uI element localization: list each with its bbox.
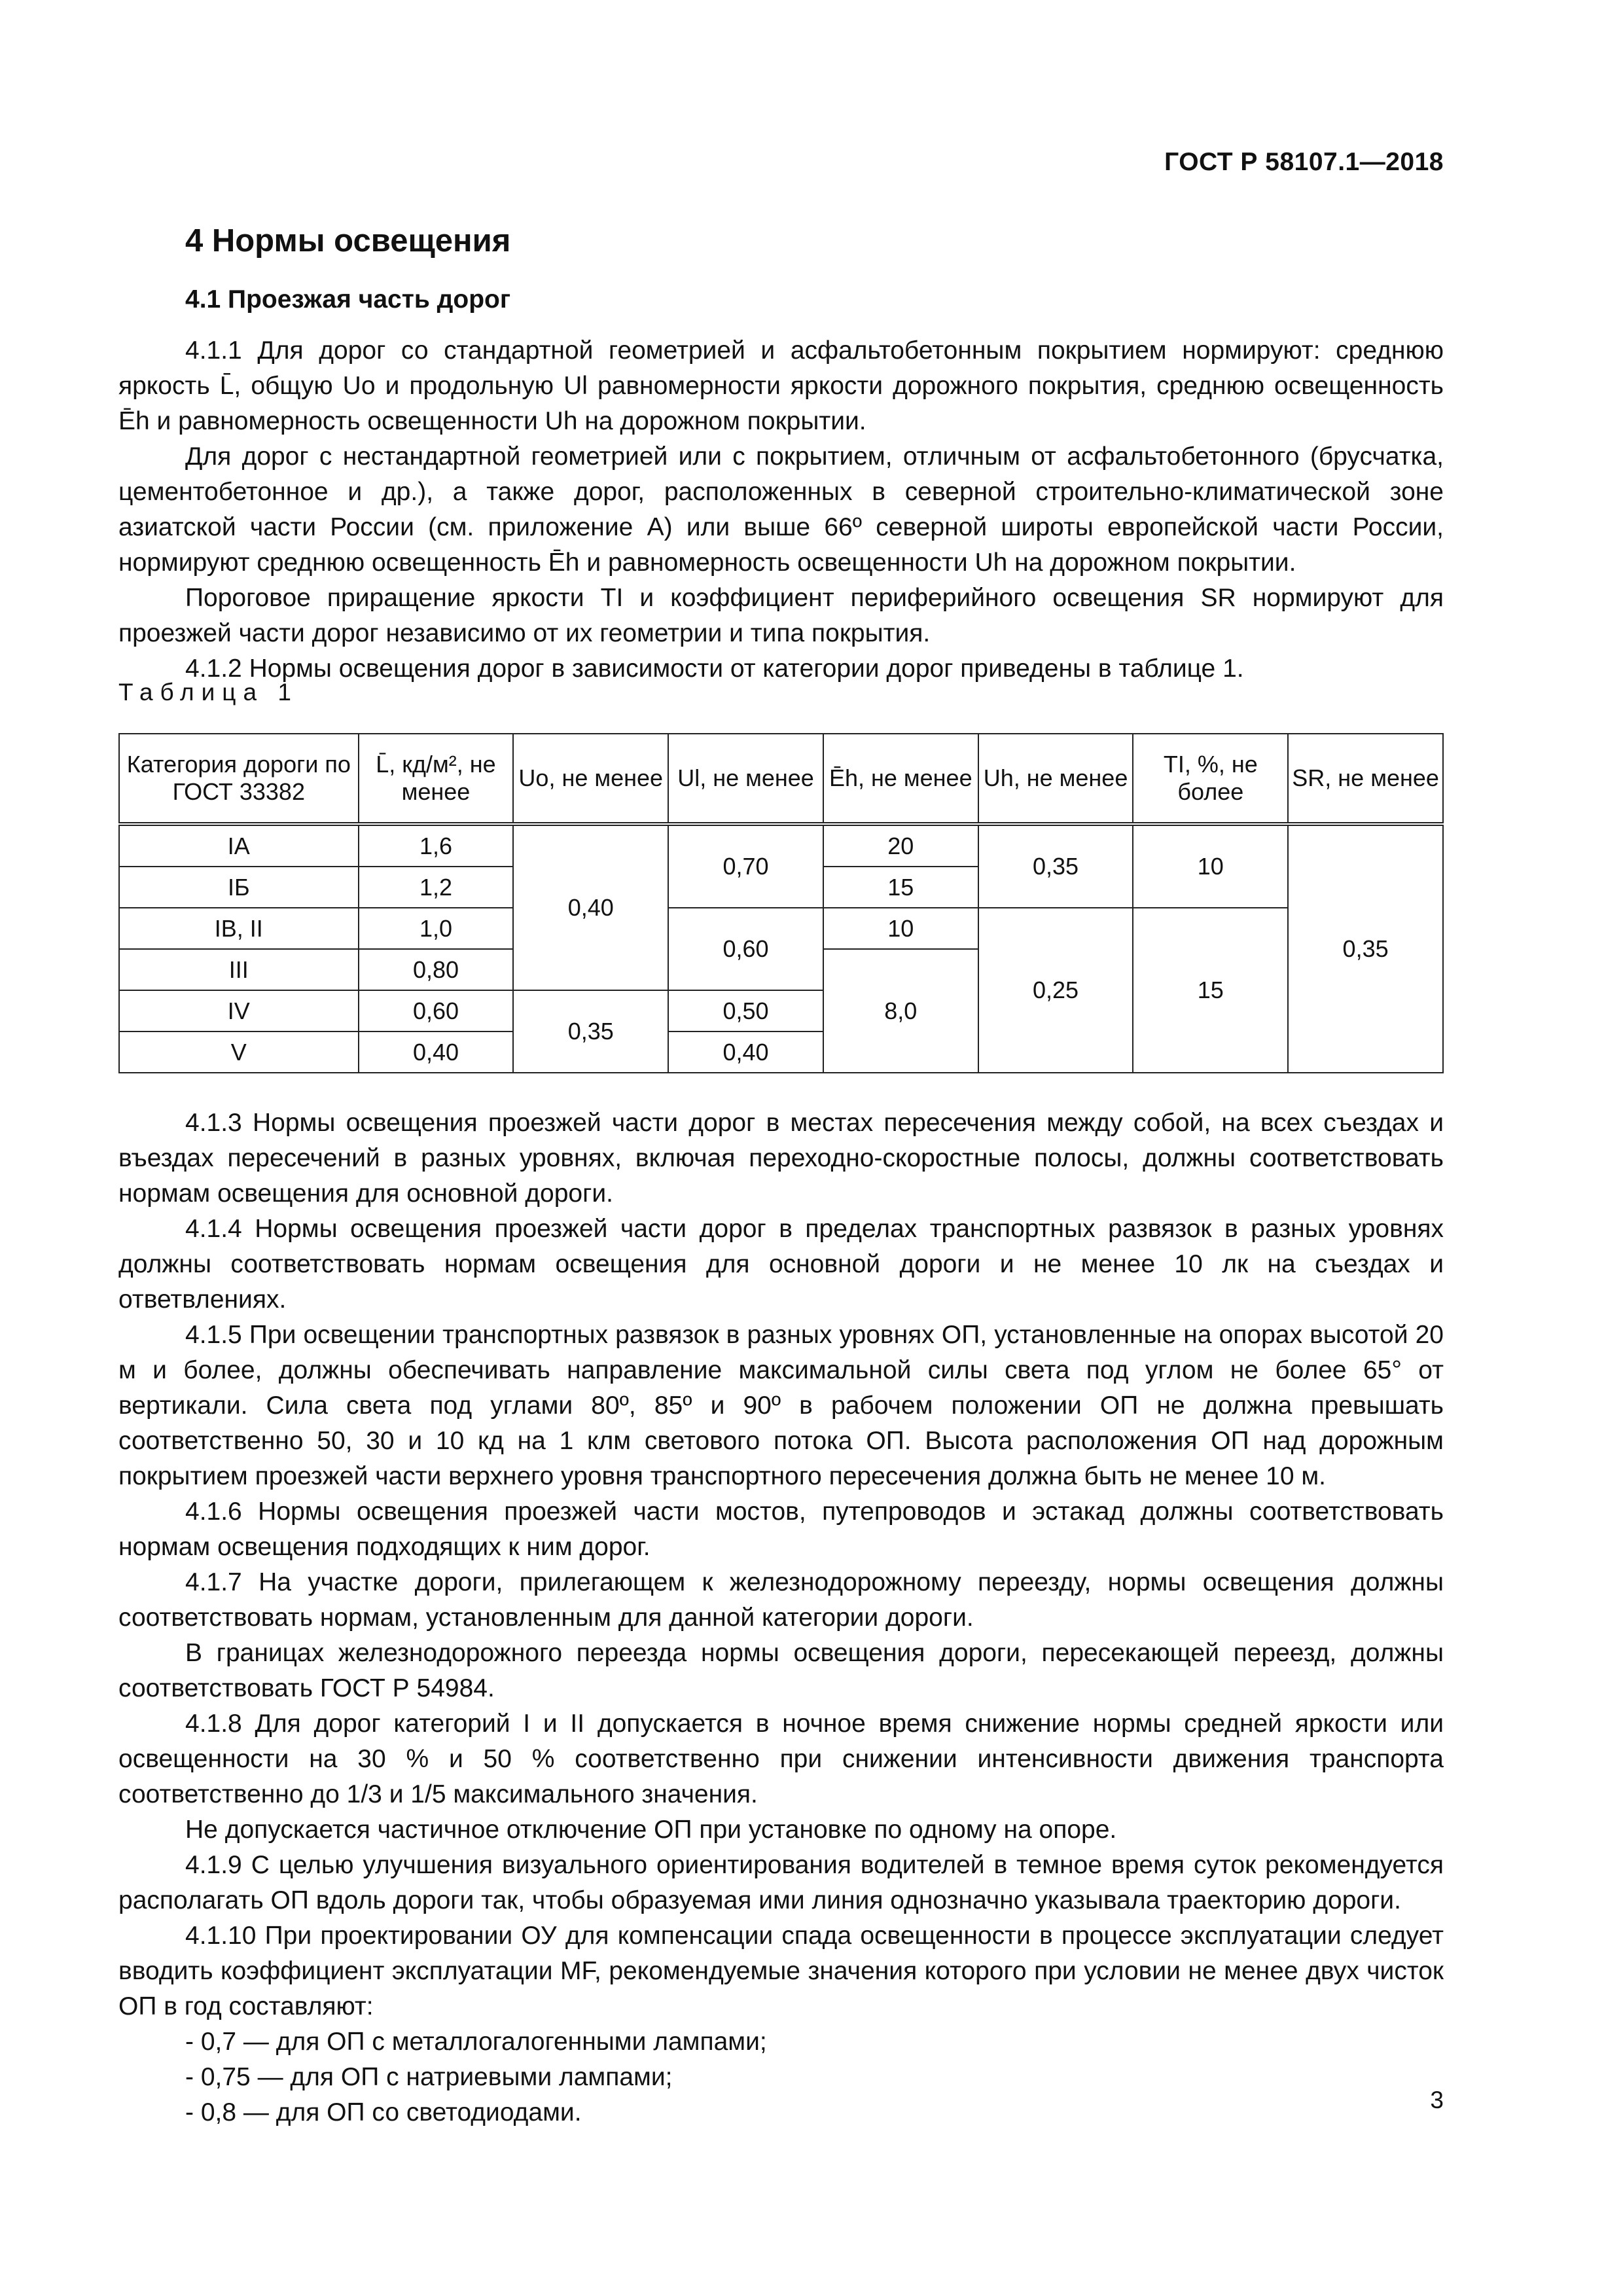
- paragraph: 4.1.5 При освещении транспортных развязок в разных уровнях ОП, установленные на опорах высотой 20 м и более, должны обеспечивать направление максимальной силы света под углом не более 65° от вертикали. Сила света под углами 80º, 85º и 90º в рабочем положении ОП не должна превышать соответственно 50, 30 и 10 кд на 1 клм светового потока ОП. Высота расположения ОП над дорожным покрытием проезжей части верхнего уровня транспортного пересечения должна быть не менее 10 м.: [118, 1321, 1444, 1490]
- paragraph: 4.1.7 На участке дороги, прилегающем к железнодорожному переезду, нормы освещения должны соответствовать нормам, установленным для данной категории дороги.: [118, 1568, 1444, 1632]
- header-luminance: L̄, кд/м², не менее: [359, 734, 514, 824]
- paragraph: Не допускается частичное отключение ОП при установке по одному на опоре.: [185, 1816, 1117, 1844]
- cell-category: IБ: [119, 867, 359, 908]
- cell-uh: 0,35: [978, 824, 1133, 908]
- cell-ul: 0,40: [668, 1031, 823, 1073]
- cell-category: V: [119, 1031, 359, 1073]
- cell-ti: 15: [1133, 908, 1288, 1073]
- section-title: 4 Нормы освещения: [185, 223, 511, 259]
- header-uo: Uo, не менее: [513, 734, 668, 824]
- table-row: [119, 824, 1443, 867]
- paragraph: 4.1.3 Нормы освещения проезжей части дорог в местах пересечения между собой, на всех съездах и въездах пересечений в разных уровнях, включая переходно-скоростные полосы, должны соответствовать нормам освещения для основной дороги.: [118, 1109, 1444, 1208]
- paragraph: 4.1.6 Нормы освещения проезжей части мостов, путепроводов и эстакад должны соответствовать нормам освещения подходящих к ним дорог.: [118, 1498, 1444, 1561]
- paragraphs-top: [118, 333, 1444, 687]
- header-eh: Ēh, не менее: [823, 734, 978, 824]
- paragraph: 4.1.2 Нормы освещения дорог в зависимости от категории дорог приведены в таблице 1.: [185, 655, 1244, 683]
- paragraph: 4.1.1 Для дорог со стандартной геометрией и асфальтобетонным покрытием нормируют: среднюю яркость L̄, общую Uo и продольную Ul равномерности яркости дорожного покрытия, среднюю освещенность Ēh и равномерность освещенности Uh на дорожном покрытии.: [118, 336, 1444, 435]
- paragraph: 4.1.10 При проектировании ОУ для компенсации спада освещенности в процессе эксплуатации следует вводить коэффициент эксплуатации MF, рекомендуемые значения которого при условии не менее двух чисток ОП в год составляют:: [118, 1922, 1444, 2020]
- cell-ul: 0,70: [668, 824, 823, 908]
- list-item: - 0,75 — для ОП с натриевыми лампами;: [185, 2063, 673, 2091]
- paragraph: Для дорог с нестандартной геометрией или с покрытием, отличным от асфальтобетонного (брусчатка, цементобетонное и др.), а также дорог, расположенных в северной строительно-климатической зоне азиатской части России (см. приложение А) или выше 66º северной широты европейской части России, нормируют среднюю освещенность Ēh и равномерность освещенности Uh на дорожном покрытии.: [118, 442, 1444, 577]
- header-ti: TI, %, не более: [1133, 734, 1288, 824]
- cell-uo: 0,40: [513, 824, 668, 990]
- lighting-norms-table: [118, 733, 1444, 1073]
- header-category: Категория дороги по ГОСТ 33382: [119, 734, 359, 824]
- cell-eh: 15: [823, 867, 978, 908]
- subsection-title: 4.1 Проезжая часть дорог: [185, 285, 511, 314]
- header-uh: Uh, не менее: [978, 734, 1133, 824]
- paragraph: 4.1.4 Нормы освещения проезжей части дорог в пределах транспортных развязок в разных уровнях должны соответствовать нормам освещения для основной дороги и не менее 10 лк на съездах и ответвлениях.: [118, 1215, 1444, 1314]
- paragraph: Пороговое приращение яркости TI и коэффициент периферийного освещения SR нормируют для проезжей части дорог независимо от их геометрии и типа покрытия.: [118, 584, 1444, 647]
- table-header-row: [119, 734, 1443, 824]
- cell-luminance: 0,40: [359, 1031, 514, 1073]
- paragraph: В границах железнодорожного переезда нормы освещения дороги, пересекающей переезд, должны соответствовать ГОСТ Р 54984.: [118, 1639, 1444, 1702]
- cell-sr: 0,35: [1288, 824, 1443, 1073]
- paragraph: 4.1.9 С целью улучшения визуального ориентирования водителей в темное время суток рекомендуется располагать ОП вдоль дороги так, чтобы образуемая ими линия однозначно указывала траекторию дороги.: [118, 1851, 1444, 1914]
- cell-ul: 0,50: [668, 990, 823, 1031]
- cell-eh: 10: [823, 908, 978, 949]
- header-sr: SR, не менее: [1288, 734, 1443, 824]
- cell-uo: 0,35: [513, 990, 668, 1073]
- table-row: [119, 908, 1443, 949]
- cell-ti: 10: [1133, 824, 1288, 908]
- cell-uh: 0,25: [978, 908, 1133, 1073]
- table-caption: Таблица 1: [118, 679, 298, 706]
- cell-eh: 20: [823, 824, 978, 867]
- page-number: 3: [1430, 2087, 1444, 2113]
- cell-eh: 8,0: [823, 949, 978, 1073]
- list-item: - 0,8 — для ОП со светодиодами.: [185, 2098, 582, 2126]
- cell-luminance: 0,80: [359, 949, 514, 990]
- cell-luminance: 1,2: [359, 867, 514, 908]
- cell-category: IB, II: [119, 908, 359, 949]
- cell-category: IV: [119, 990, 359, 1031]
- cell-category: III: [119, 949, 359, 990]
- cell-luminance: 1,0: [359, 908, 514, 949]
- document-code: ГОСТ Р 58107.1—2018: [1164, 148, 1444, 176]
- paragraph: 4.1.8 Для дорог категорий I и II допускается в ночное время снижение нормы средней яркости или освещенности на 30 % и 50 % соответственно при снижении интенсивности движения транспорта соответственно до 1/3 и 1/5 максимального значения.: [118, 1710, 1444, 1808]
- list-item: - 0,7 — для ОП с металлогалогенными лампами;: [185, 2028, 767, 2056]
- cell-category: IA: [119, 824, 359, 867]
- cell-luminance: 0,60: [359, 990, 514, 1031]
- header-ul: Ul, не менее: [668, 734, 823, 824]
- cell-luminance: 1,6: [359, 824, 514, 867]
- paragraphs-bottom: [118, 1105, 1444, 2130]
- cell-ul: 0,60: [668, 908, 823, 990]
